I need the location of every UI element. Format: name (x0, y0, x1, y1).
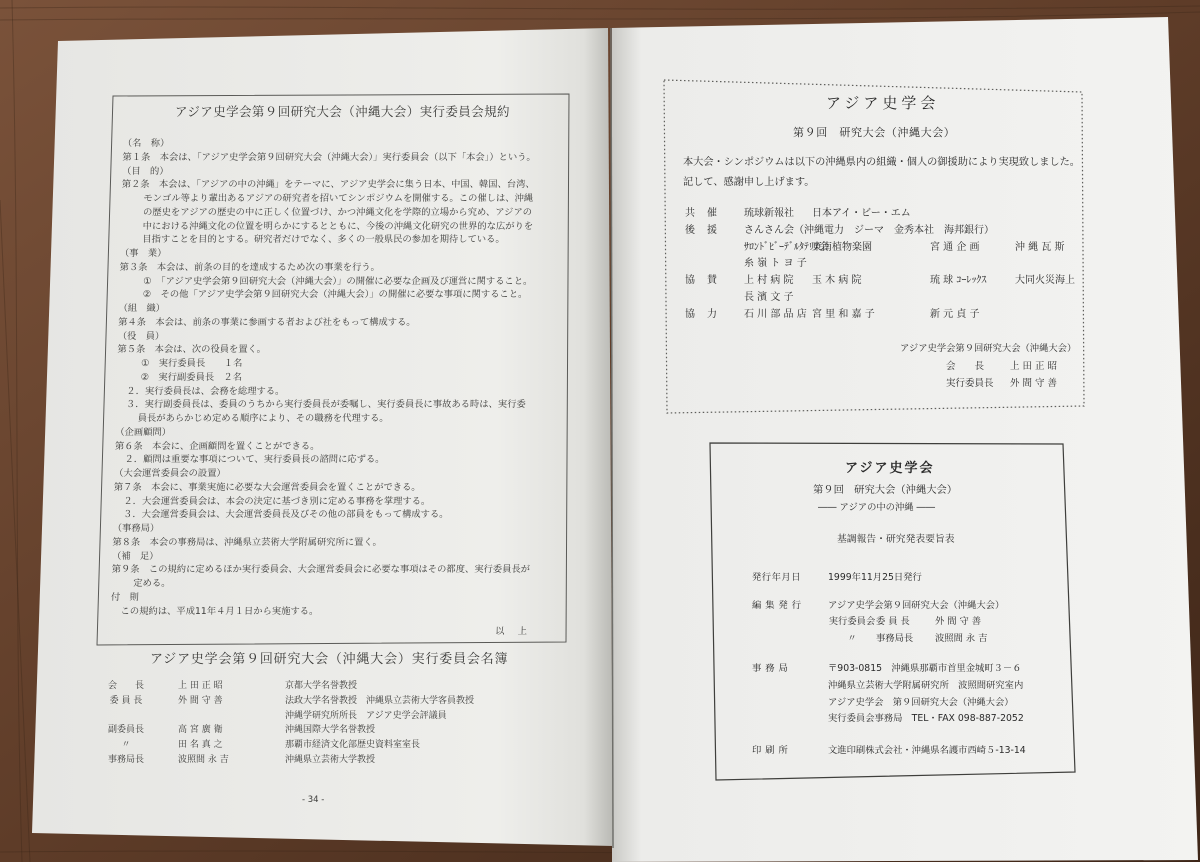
rule-line: （名 称） (122, 138, 170, 149)
rule-line: の歴史をアジアの歴史の中に正しく位置づけ、かつ沖縄文化を学際的立場から究め、アジアの (142, 206, 533, 218)
rule-line: 第６条 本会に、企画顧問を置くことができる。 (114, 440, 320, 452)
signature-row (946, 375, 1057, 392)
rule-line: （目 的） (121, 165, 169, 177)
rule-line: 第２条 本会は、「アジアの中の沖縄」をテーマに、アジア史学会に集う日本、中国、韓国、台湾、 (121, 179, 535, 191)
rules-title: アジア史学会第９回研究大会（沖縄大会）実行委員会規約 (175, 104, 510, 119)
rule-line: ２．大会運営委員会は、本会の決定に基づき別に定める事務を掌理する。 (123, 495, 431, 507)
rules-body (110, 137, 553, 639)
roster-row (95, 723, 474, 738)
rule-line: ② 実行副委員長 ２名 (140, 371, 243, 383)
editor-member (828, 614, 1004, 631)
roster-name (178, 709, 285, 724)
supporter-category: 協 力 (685, 308, 718, 320)
supporter-entry: 沖 縄 瓦 斯 (1015, 241, 1065, 253)
roster-name: 波照間 永 吉 (178, 754, 229, 765)
office-line: 沖縄県立芸術大学附属研究所 波照間研究室内 (828, 679, 1024, 691)
roster-role: 事務局長 (107, 754, 144, 765)
roster-role (95, 709, 157, 724)
supporter-entry: 東南植物楽園 (812, 241, 872, 253)
supporters-list (685, 206, 1085, 324)
rule-line: 付 則 (110, 591, 139, 603)
rule-line: 員長があらかじめ定める順序により、その職務を代理する。 (137, 413, 389, 424)
supporter-entry: 宮 里 和 嘉 子 (812, 308, 875, 320)
member-unit: 〃 (847, 632, 857, 644)
supporter-entry: 大同火災海上 (1015, 275, 1075, 287)
acknowledgement-society-name: アジア史学会 (826, 94, 940, 112)
rule-line: ３．大会運営委員会は、大会運営委員長及びその他の部員をもって構成する。 (122, 509, 449, 521)
rule-line: 第４条 本会は、前条の事業に参画する者および社をもって構成する。 (118, 316, 416, 328)
acknowledgement-intro (683, 153, 1080, 193)
rule-line: （組 織） (118, 303, 166, 314)
rule-line: 第１条 本会は、「アジア史学会第９回研究大会（沖縄大会）」実行委員会（以下「本会」）という。 (122, 151, 536, 163)
rule-line: ① 実行委員長 １名 (140, 358, 243, 369)
intro-line: 記して、感謝申し上げます。 (683, 177, 815, 188)
rule-line: （役 員） (117, 330, 165, 342)
supporter-row (685, 307, 1085, 324)
rule-line: ３．実行副委員長は、委員のうちから実行委員長が委嘱し、実行委員長に事故ある時は、実行委 (125, 399, 526, 411)
supporter-category: 後 援 (685, 224, 718, 236)
roster-role: 〃 (121, 740, 131, 751)
roster-affiliation: 京都大学名誉教授 (285, 681, 358, 691)
supporter-entry: 長 濱 文 子 (744, 291, 794, 303)
roster-row (95, 753, 474, 768)
rule-line: ２．実行委員長は、会務を総理する。 (126, 385, 285, 397)
roster-row (95, 694, 474, 709)
office-line: 〒903-0815 沖縄県那覇市首里金城町３－６ (828, 663, 1022, 675)
page-number: - 34 - (302, 795, 325, 805)
signature-row (946, 358, 1057, 375)
rule-line: 第９条 この規約に定めるほか実行委員会、大会運営委員会に必要な事項はその都度、実行委員長が (111, 564, 531, 576)
supporter-category (685, 256, 744, 273)
supporter-entry: 琉球新報社 (744, 208, 794, 219)
roster-row (95, 679, 474, 694)
supporter-entry: 新 元 貞 子 (930, 308, 980, 320)
signature-organization: アジア史学会第９回研究大会（沖縄大会） (900, 343, 1077, 354)
roster-name: 外 間 守 善 (178, 695, 223, 706)
supporter-entry: 宮 通 企 画 (930, 241, 980, 253)
roster-row (95, 738, 474, 753)
colophon-conference-title: 第９回 研究大会（沖縄大会） (813, 484, 958, 496)
supporter-entry: さんさん会（沖縄電力 ジーマ 金秀本社 海邦銀行） (744, 224, 994, 236)
rule-line: （補 足） (111, 550, 159, 562)
rule-line: この規約は、平成11年４月１日から実施する。 (120, 605, 319, 617)
officer-name: 外 間 守 善 (1010, 378, 1058, 389)
rule-closing: 以 上 (494, 626, 530, 638)
editor-values (828, 598, 1004, 648)
member-title: 事務局長 (876, 632, 914, 644)
supporter-entry: ｻﾛﾝﾄﾞﾋﾞｰﾃﾞﾙﾀﾃﾘｱ会 (744, 241, 829, 253)
colophon-society-name: アジア史学会 (845, 461, 935, 476)
roster-affiliation: 沖縄県立芸術大学教授 (285, 754, 376, 765)
roster-role: 副委員長 (107, 725, 144, 736)
editor-row (752, 598, 1026, 648)
intro-line: 本大会・シンポジウムは以下の沖縄県内の組織・個人の御援助により実現致しました。 (683, 157, 1080, 168)
rule-line: ２．顧問は重要な事項について、実行委員長の諮問に応ずる。 (124, 454, 385, 466)
printer-row (752, 743, 1026, 760)
roster-role: 委 員 長 (109, 695, 143, 706)
roster-name: 上 田 正 昭 (178, 681, 223, 691)
rule-line: モンゴル等より輩出あるアジアの研究者を招いてシンポジウムを開催する。この催しは、沖縄 (143, 193, 534, 204)
member-title: 委 員 長 (876, 616, 910, 628)
colophon-theme: ―― アジアの中の沖縄 ―― (818, 502, 936, 513)
printer-value: 文進印刷株式会社・沖縄県名護市西崎５-13-14 (828, 744, 1026, 756)
roster-row (95, 709, 474, 724)
supporter-category (685, 240, 744, 257)
editor-member (828, 631, 1004, 648)
supporter-row (685, 240, 1085, 257)
rule-line: 第８条 本会の事務局は、沖縄県立芸術大学附属研究所に置く。 (112, 536, 382, 548)
roster-affiliation: 沖縄学研究所所長 アジア史学会評議員 (285, 710, 447, 721)
signature-officers (946, 358, 1057, 392)
supporter-row (685, 273, 1085, 290)
rule-line: 第５条 本会は、次の役員を置く。 (117, 344, 267, 356)
office-row (752, 661, 1026, 727)
supporter-row (685, 290, 1085, 307)
office-values (828, 661, 1024, 727)
rule-line: （大会運営委員会の設置） (114, 468, 226, 479)
supporter-row (685, 223, 1085, 240)
rule-line: （事 業） (119, 248, 167, 259)
rule-line: 中における沖縄文化の位置を明らかにするとともに、今後の沖縄文化研究の世界的な広がりを (142, 220, 534, 232)
office-label: 事 務 局 (752, 663, 789, 675)
printer-label: 印 刷 所 (752, 744, 789, 756)
supporter-category: 共 催 (685, 208, 718, 219)
officer-title: 実行委員長 (946, 378, 994, 389)
colophon-details (752, 570, 1026, 759)
rule-line: ① 「アジア史学会第９回研究大会（沖縄大会）」の開催に必要な企画及び運営に関すること。 (143, 275, 533, 287)
roster-name: 田 名 真 之 (178, 740, 223, 751)
rule-line: 定める。 (133, 578, 171, 589)
member-name: 波照間 永 吉 (935, 632, 988, 644)
issue-date-value: 1999年11月25日発行 (828, 572, 922, 583)
rule-line: 目指すことを目的とする。研究者だけでなく、多くの一般県民の参加を期待している。 (142, 234, 505, 246)
rule-line: （企画顧問） (115, 426, 172, 438)
roster-affiliation: 法政大学名誉教授 沖縄県立芸術大学客員教授 (285, 695, 475, 706)
supporter-category (685, 290, 744, 307)
editor-organization: アジア史学会第９回研究大会（沖縄大会） (828, 599, 1005, 611)
supporter-entry: 日本アイ・ビー・エム (812, 208, 911, 219)
supporter-category: 協 賛 (685, 275, 718, 287)
roster-role: 会 長 (107, 681, 144, 691)
supporter-entry: 玉 木 病 院 (812, 275, 862, 287)
supporter-entry: 琉 球 ｺｰﾚｯｸｽ (930, 275, 987, 287)
supporter-entry: 石 川 部 品 店 (744, 308, 807, 320)
rule-line: 第７条 本会に、事業実施に必要な大会運営委員会を置くことができる。 (113, 481, 421, 493)
supporter-entry: 糸 嶺 ト ヨ 子 (744, 258, 807, 270)
rule-line: 第３条 本会は、前条の目的を達成するため次の事業を行う。 (119, 261, 381, 273)
roster-name: 高 宮 廣 衛 (178, 725, 223, 736)
supporter-entry: 上 村 病 院 (744, 275, 794, 287)
issue-date-row (752, 570, 1026, 587)
rule-line: （事務局） (112, 523, 160, 534)
roster-affiliation: 那覇市経済文化部歴史資料室室長 (285, 740, 421, 751)
officer-name: 上 田 正 昭 (1010, 361, 1058, 372)
editor-label: 編 集 発 行 (752, 599, 802, 611)
rule-line: ② その他「アジア史学会第９回研究大会（沖縄大会）」の開催に必要な事項に関すること。 (142, 289, 528, 301)
roster-affiliation: 沖縄国際大学名誉教授 (285, 725, 376, 736)
member-unit: 実行委員会 (828, 616, 876, 628)
member-name: 外 間 守 善 (935, 616, 982, 628)
officer-title: 会 長 (946, 361, 985, 372)
office-line: アジア史学会 第９回研究大会（沖縄大会） (828, 696, 1014, 708)
acknowledgement-conference-title: 第９回 研究大会（沖縄大会） (793, 126, 956, 139)
supporter-row (685, 256, 1085, 273)
colophon-document-title: 基調報告・研究発表要旨表 (837, 534, 955, 545)
roster-title: アジア史学会第９回研究大会（沖縄大会）実行委員会名簿 (150, 652, 509, 667)
supporter-row (685, 206, 1085, 223)
committee-roster (95, 679, 474, 768)
issue-date-label: 発行年月日 (752, 572, 801, 583)
office-line: 実行委員会事務局 TEL・FAX 098-887-2052 (828, 713, 1024, 725)
